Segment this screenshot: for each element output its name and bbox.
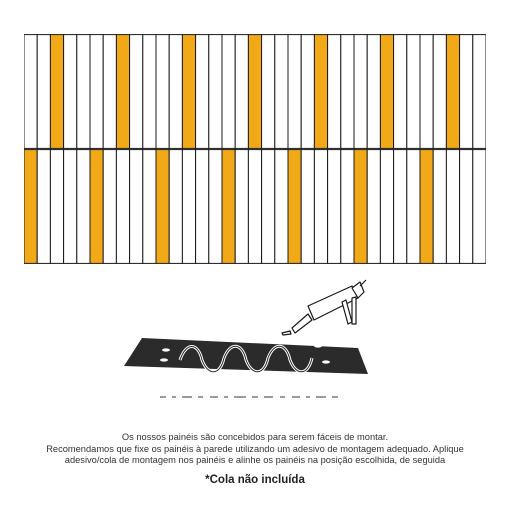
panel-slat <box>262 35 275 149</box>
accent-slat <box>314 35 327 149</box>
panel-slat <box>473 150 486 264</box>
panel-slat <box>209 150 222 264</box>
mounting-instructions <box>0 432 510 467</box>
panel-slat <box>77 150 90 264</box>
panel-slat <box>222 35 235 149</box>
panel-slat <box>37 150 50 264</box>
panel-slat <box>275 35 288 149</box>
glue-application-illustration <box>120 276 380 406</box>
panel-slat <box>380 150 393 264</box>
panel-slat <box>407 150 420 264</box>
accent-slat <box>90 150 103 264</box>
panel-slat <box>314 150 327 264</box>
panel-slat <box>328 150 341 264</box>
accent-slat <box>24 150 37 264</box>
panel-slat <box>143 150 156 264</box>
accent-slat <box>446 35 459 149</box>
panel-slat <box>196 35 209 149</box>
panel-slat <box>103 35 116 149</box>
panel-slat <box>50 150 63 264</box>
accent-slat <box>182 35 195 149</box>
panel-slat <box>77 35 90 149</box>
panel-slat <box>143 35 156 149</box>
accent-slat <box>420 150 433 264</box>
panel-slat <box>301 35 314 149</box>
accent-slat <box>288 150 301 264</box>
panel-slat <box>103 150 116 264</box>
accent-slat <box>222 150 235 264</box>
panel-slat <box>130 150 143 264</box>
panel-slat <box>433 35 446 149</box>
panel-slat <box>367 150 380 264</box>
panel-slat <box>288 35 301 149</box>
accent-slat <box>248 35 261 149</box>
instructions-line-3: adesivo/cola de montagem nos painéis e alinhe os painéis na posição escolhida, de seguida <box>64 455 446 466</box>
accent-slat <box>156 150 169 264</box>
wall-panels-diagram <box>24 34 486 264</box>
accent-slat <box>116 35 129 149</box>
panel-slat <box>354 35 367 149</box>
panel-slat <box>182 150 195 264</box>
panel-slat <box>341 35 354 149</box>
panel-slat <box>64 150 77 264</box>
accent-slat <box>354 150 367 264</box>
panel-slat <box>64 35 77 149</box>
accent-slat <box>50 35 63 149</box>
panel-slat <box>367 35 380 149</box>
instructions-line-1: Os nossos painéis são concebidos para serem fáceis de montar. <box>121 432 389 442</box>
panel-slat <box>446 150 459 264</box>
panel-slat <box>394 35 407 149</box>
panel-slat <box>433 150 446 264</box>
glue-not-included-note: *Cola não incluída <box>205 474 305 486</box>
panel-slat <box>394 150 407 264</box>
panel-slat <box>275 150 288 264</box>
panel-slat <box>473 35 486 149</box>
accent-slat <box>380 35 393 149</box>
panel-slat <box>301 150 314 264</box>
panel-slat <box>407 35 420 149</box>
panel-slat <box>328 35 341 149</box>
panel-slat <box>248 150 261 264</box>
panel-slat <box>460 35 473 149</box>
panel-slat <box>196 150 209 264</box>
panel-slat <box>420 35 433 149</box>
panel-slat <box>156 35 169 149</box>
panel-slat <box>116 150 129 264</box>
panel-slat <box>460 150 473 264</box>
instructions-line-2: Recomendamos que fixe os painéis à parede utilizando um adesivo de montagem adequado. Aplique <box>46 443 464 454</box>
caulking-gun-icon <box>282 280 366 335</box>
panel-slat <box>169 150 182 264</box>
panel-slat <box>37 35 50 149</box>
panel-slat <box>235 150 248 264</box>
panel-slat <box>24 35 37 149</box>
panel-slat <box>90 35 103 149</box>
faded-caption-fragment <box>160 396 338 398</box>
panel-slat <box>235 35 248 149</box>
panel-slat <box>169 35 182 149</box>
panel-slat <box>209 35 222 149</box>
panel-slat <box>262 150 275 264</box>
panel-slat <box>341 150 354 264</box>
panel-slat <box>130 35 143 149</box>
